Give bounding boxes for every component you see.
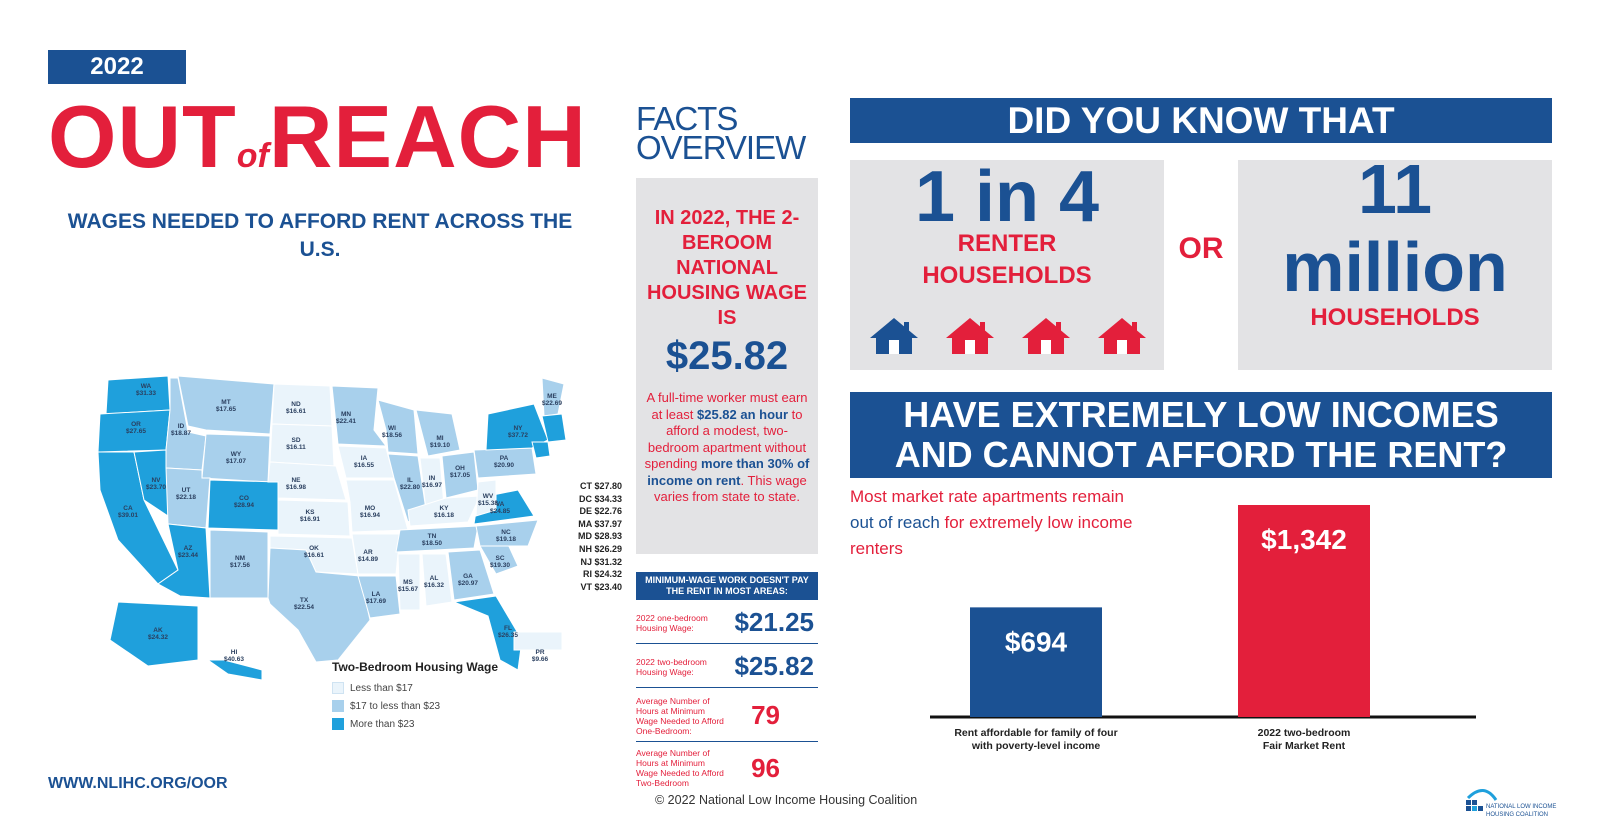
facts-overview-title — [636, 100, 806, 166]
state-label-wa: WA — [140, 383, 152, 390]
state-wage-ok: $16.61 — [304, 552, 324, 559]
state-wage-ne: $16.98 — [286, 484, 306, 491]
state-label-ms: MS — [403, 579, 413, 586]
state-wage-la: $17.69 — [366, 598, 386, 605]
state-tn — [396, 526, 478, 552]
housing-wage-description — [644, 390, 810, 506]
min-wage-row — [636, 690, 818, 742]
website-link[interactable]: WWW.NLIHC.ORG/OOR — [48, 775, 228, 792]
state-ar — [352, 534, 400, 574]
market-part-3: for extremely low income renters — [850, 513, 1133, 558]
count-value: 11 — [1358, 150, 1432, 228]
bar-value-label-1: $694 — [1004, 626, 1068, 658]
page-title — [48, 86, 587, 188]
state-wage-ny: $37.72 — [508, 432, 528, 439]
house-icon — [1020, 316, 1072, 356]
title-reach: REACH — [268, 87, 587, 186]
state-wage-mn: $22.41 — [336, 418, 356, 425]
copyright: © 2022 National Low Income Housing Coalition — [655, 793, 918, 807]
state-wage-ms: $15.67 — [398, 586, 418, 593]
housing-wage-headline: IN 2022, THE 2-BEROOM NATIONAL HOUSING WAGE IS — [646, 207, 807, 329]
extreme-line1: HAVE EXTREMELY LOW INCOMES — [903, 394, 1499, 435]
state-wage-va: $24.85 — [490, 508, 510, 515]
state-wage-mo: $16.94 — [360, 512, 380, 519]
state-label-nv: NV — [151, 477, 161, 484]
min-wage-row-label: Average Number of Hours at Minimum Wage Needed to Afford One-Bedroom: — [636, 695, 724, 736]
title-of: of — [236, 137, 269, 175]
logo-line1: NATIONAL LOW INCOME — [1486, 804, 1557, 810]
state-label-ks: KS — [305, 509, 315, 516]
renter-households-label — [850, 228, 1164, 292]
nlihc-logo — [1462, 782, 1572, 822]
state-wage-tn: $18.50 — [422, 540, 442, 547]
rent-comparison-chart — [930, 500, 1476, 770]
state-wage-me: $22.69 — [542, 400, 562, 407]
min-wage-row — [636, 602, 818, 644]
bar-value-label-2: $1,342 — [1261, 524, 1347, 555]
house-icon — [1096, 316, 1148, 356]
min-wage-row-value: 96 — [751, 752, 780, 783]
state-label-ut: UT — [181, 487, 191, 494]
new-england-state — [532, 442, 550, 458]
state-label-ok: OK — [309, 545, 319, 552]
house-icon — [868, 316, 920, 356]
state-wage-sd: $16.11 — [286, 444, 306, 451]
legend-title: Two-Bedroom Housing Wage — [332, 660, 498, 674]
min-wage-row-value: $21.25 — [734, 607, 814, 637]
state-wage-or: $27.65 — [126, 428, 146, 435]
state-label-ca: CA — [123, 505, 133, 512]
title-out: OUT — [48, 87, 237, 186]
state-label-mo: MO — [364, 505, 376, 512]
state-wage-ak: $24.32 — [148, 634, 168, 641]
desc-part-4: more than 30% of income on rent — [647, 456, 810, 488]
state-label-ny: NY — [513, 425, 523, 432]
min-wage-row — [636, 646, 818, 688]
state-wage-wa: $31.33 — [136, 390, 156, 397]
state-wage-tx: $22.54 — [294, 604, 314, 611]
bar-category-label-1: Rent affordable for family of four — [954, 727, 1118, 739]
renter-line2: HOUSEHOLDS — [922, 262, 1092, 289]
state-label-nc: NC — [501, 529, 511, 536]
state-wage-mi: $19.10 — [430, 442, 450, 449]
state-wage-mt: $17.65 — [216, 406, 236, 413]
state-label-mt: MT — [221, 399, 231, 406]
state-label-tx: TX — [299, 597, 309, 604]
bar-category-label-1: with poverty-level income — [971, 740, 1101, 752]
northeast-wage-item: DE $22.76 — [579, 506, 622, 517]
renter-line1: RENTER — [957, 230, 1057, 257]
state-label-wv: WV — [482, 493, 494, 500]
state-wage-az: $23.44 — [178, 552, 198, 559]
ratio-value: 1 in 4 — [914, 157, 1100, 237]
state-wage-pa: $20.90 — [494, 462, 514, 469]
state-wage-ar: $14.89 — [358, 556, 378, 563]
bar-category-label-2: Fair Market Rent — [1262, 740, 1346, 752]
state-nd — [272, 384, 332, 426]
bar-1 — [970, 607, 1102, 717]
state-wage-id: $18.87 — [171, 430, 191, 437]
state-label-me: ME — [547, 393, 557, 400]
count-unit: million — [1282, 228, 1508, 306]
northeast-wage-item: NJ $31.32 — [580, 556, 622, 567]
state-wage-pr: $9.66 — [531, 656, 549, 663]
state-label-oh: OH — [455, 465, 465, 472]
state-wage-hi: $40.63 — [224, 656, 244, 663]
state-wage-nm: $17.56 — [230, 562, 250, 569]
legend-label-low: Less than $17 — [350, 682, 413, 694]
bar-category-label-2: 2022 two-bedroom — [1257, 727, 1351, 739]
extreme-line2: AND CANNOT AFFORD THE RENT? — [894, 434, 1508, 475]
state-wage-ky: $16.18 — [434, 512, 454, 519]
state-label-sc: SC — [495, 555, 505, 562]
state-label-tn: TN — [427, 533, 437, 540]
legend-swatch-low — [332, 682, 344, 694]
state-label-ak: AK — [153, 627, 163, 634]
state-label-nd: ND — [291, 401, 301, 408]
state-wage-nv: $23.70 — [146, 484, 166, 491]
state-wage-ga: $20.97 — [458, 580, 478, 587]
state-wage-oh: $17.05 — [450, 472, 470, 479]
state-label-ne: NE — [291, 477, 301, 484]
legend-item-low — [332, 682, 413, 694]
state-label-pa: PA — [499, 455, 509, 462]
state-mi — [416, 410, 460, 456]
min-wage-row-label: Average Number of Hours at Minimum Wage Needed to Afford Two-Bedroom — [636, 748, 724, 788]
logo-line2: HOUSING COALITION — [1486, 812, 1549, 818]
state-wage-wv: $15.38 — [478, 500, 498, 507]
state-wage-nc: $19.18 — [496, 536, 516, 543]
state-label-la: LA — [371, 591, 381, 598]
did-you-know-banner: DID YOU KNOW THAT — [850, 98, 1552, 143]
state-label-co: CO — [239, 495, 249, 502]
state-pr — [514, 632, 562, 650]
northeast-wage-item: VT $23.40 — [580, 581, 622, 592]
market-part-1: Most market rate apartments remain — [850, 487, 1124, 506]
legend-item-mid — [332, 700, 440, 712]
state-label-ar: AR — [363, 549, 373, 556]
state-wage-co: $28.94 — [234, 502, 254, 509]
state-label-il: IL — [407, 477, 413, 484]
market-part-2: out of reach — [850, 513, 940, 532]
state-label-ga: GA — [463, 573, 473, 580]
households-label: HOUSEHOLDS — [1310, 304, 1480, 331]
legend-swatch-high — [332, 718, 344, 730]
state-label-fl: FL — [504, 625, 512, 632]
legend-item-high — [332, 718, 415, 730]
northeast-wage-item: RI $24.32 — [582, 569, 622, 580]
min-wage-header: MINIMUM-WAGE WORK DOESN'T PAY THE RENT IN MOST AREAS: — [636, 572, 818, 600]
state-label-mn: MN — [340, 411, 352, 418]
state-label-va: VA — [495, 501, 505, 508]
state-label-ky: KY — [439, 505, 449, 512]
state-label-sd: SD — [291, 437, 301, 444]
desc-part-3: to afford a modest, two-bedroom apartment without spending — [644, 406, 807, 471]
extreme-income-banner — [850, 392, 1552, 478]
northeast-wage-item: CT $27.80 — [579, 481, 622, 491]
northeast-wage-item: DC $34.33 — [578, 493, 622, 504]
state-label-pr: PR — [535, 649, 545, 656]
state-label-id: ID — [177, 423, 185, 430]
state-label-hi: HI — [230, 649, 238, 656]
facts-title-line1: FACTS — [636, 100, 738, 137]
state-label-in: IN — [428, 475, 436, 482]
min-wage-row-value: $25.82 — [734, 651, 814, 681]
northeast-wage-item: NH $26.29 — [578, 543, 622, 554]
state-wage-ca: $39.01 — [118, 512, 138, 519]
housing-wage-value: $25.82 — [665, 334, 789, 378]
state-ne — [268, 462, 346, 500]
state-wage-sc: $19.30 — [490, 562, 510, 569]
state-label-al: AL — [429, 575, 439, 582]
state-label-az: AZ — [183, 545, 193, 552]
state-wage-fl: $26.35 — [498, 632, 518, 639]
or-label: OR — [1178, 232, 1224, 265]
state-label-wy: WY — [230, 451, 242, 458]
northeast-wage-item: MA $37.97 — [578, 518, 622, 529]
state-wage-nd: $16.61 — [286, 408, 306, 415]
state-label-ia: IA — [360, 455, 368, 462]
northeast-wage-list — [538, 480, 622, 593]
state-label-or: OR — [131, 421, 141, 428]
state-label-nm: NM — [234, 555, 246, 562]
year-badge: 2022 — [48, 50, 186, 84]
house-icon — [944, 316, 996, 356]
min-wage-row-value: 79 — [751, 700, 780, 730]
desc-part-2: $25.82 an hour — [697, 406, 789, 422]
us-housing-wage-map — [48, 370, 588, 730]
min-wage-row — [636, 744, 818, 792]
state-wage-in: $16.97 — [422, 482, 442, 489]
state-wage-ia: $16.55 — [354, 462, 374, 469]
state-wage-ut: $22.18 — [176, 494, 196, 501]
min-wage-row-label: 2022 one-bedroom Housing Wage: — [636, 612, 708, 633]
northeast-wage-item: MD $28.93 — [577, 531, 622, 542]
desc-part-5: . This wage varies from state to state. — [654, 472, 807, 504]
state-hi — [208, 660, 262, 680]
legend-swatch-mid — [332, 700, 344, 712]
state-wage-il: $22.80 — [400, 484, 420, 491]
legend-label-high: More than $23 — [350, 718, 415, 730]
state-label-wi: WI — [388, 425, 396, 432]
state-wage-al: $16.32 — [424, 582, 444, 589]
desc-part-1: A full-time worker must earn at least — [646, 390, 808, 422]
state-wage-wy: $17.07 — [226, 458, 246, 465]
state-wage-wi: $18.56 — [382, 432, 402, 439]
legend-label-mid: $17 to less than $23 — [350, 700, 441, 712]
state-label-mi: MI — [436, 435, 444, 442]
page-subtitle: WAGES NEEDED TO AFFORD RENT ACROSS THE U.S. — [67, 210, 573, 261]
min-wage-row-label: 2022 two-bedroom Housing Wage: — [636, 656, 707, 677]
facts-title-line2: OVERVIEW — [636, 129, 806, 166]
state-wage-ks: $16.91 — [300, 516, 320, 523]
